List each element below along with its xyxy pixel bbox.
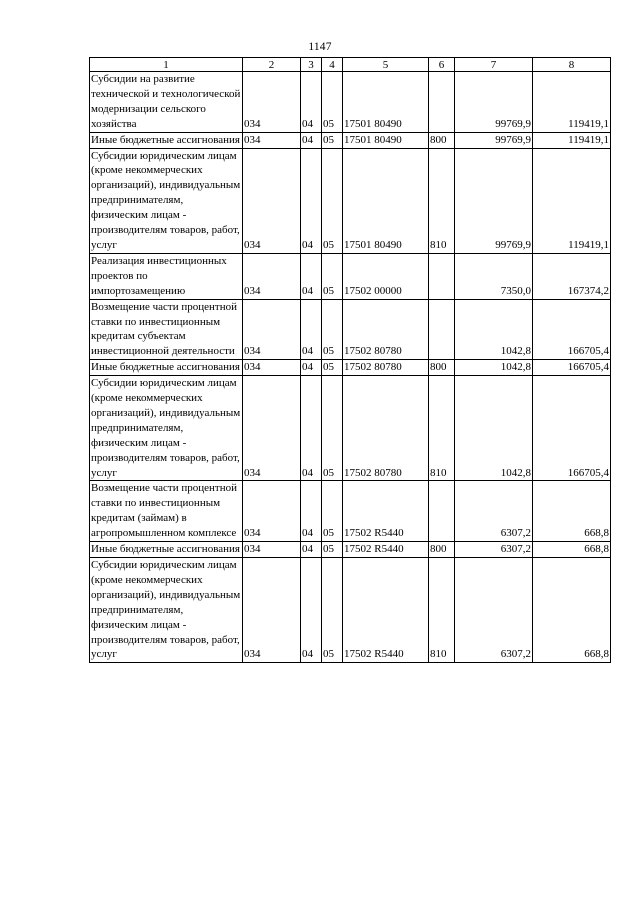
row-target-code: 17502 80780 xyxy=(343,360,429,376)
row-target-code: 17501 80490 xyxy=(343,132,429,148)
row-section-code: 04 xyxy=(301,376,322,481)
row-admin-code: 034 xyxy=(243,558,301,663)
row-amount-col7: 6307,2 xyxy=(455,481,533,542)
row-expense-type-code: 810 xyxy=(429,376,455,481)
row-admin-code: 034 xyxy=(243,360,301,376)
row-expense-type-code: 800 xyxy=(429,542,455,558)
header-col-5: 5 xyxy=(343,58,429,72)
row-name: Иные бюджетные ассигнования xyxy=(90,542,243,558)
row-name: Субсидии на развитие технической и технологической модернизации сельского хозяйства xyxy=(90,72,243,133)
table-row xyxy=(90,558,611,663)
row-amount-col7: 6307,2 xyxy=(455,558,533,663)
row-amount-col8: 166705,4 xyxy=(533,376,611,481)
row-subsection-code: 05 xyxy=(322,481,343,542)
table-row xyxy=(90,481,611,542)
table-row xyxy=(90,299,611,360)
row-subsection-code: 05 xyxy=(322,253,343,299)
row-amount-col8: 166705,4 xyxy=(533,360,611,376)
row-amount-col8: 119419,1 xyxy=(533,132,611,148)
row-amount-col7: 99769,9 xyxy=(455,132,533,148)
row-name: Субсидии юридическим лицам (кроме некоммерческих организаций), индивидуальным предпринимателям, физическим лицам - производителям товаров, работ, услуг xyxy=(90,558,243,663)
row-admin-code: 034 xyxy=(243,132,301,148)
row-target-code: 17502 R5440 xyxy=(343,542,429,558)
row-expense-type-code: 800 xyxy=(429,360,455,376)
row-target-code: 17502 R5440 xyxy=(343,558,429,663)
row-target-code: 17501 80490 xyxy=(343,72,429,133)
row-name: Реализация инвестиционных проектов по импортозамещению xyxy=(90,253,243,299)
row-admin-code: 034 xyxy=(243,299,301,360)
row-section-code: 04 xyxy=(301,481,322,542)
row-expense-type-code xyxy=(429,253,455,299)
row-expense-type-code xyxy=(429,72,455,133)
row-section-code: 04 xyxy=(301,558,322,663)
table-row xyxy=(90,360,611,376)
row-admin-code: 034 xyxy=(243,148,301,253)
row-amount-col7: 99769,9 xyxy=(455,72,533,133)
row-subsection-code: 05 xyxy=(322,148,343,253)
header-col-4: 4 xyxy=(322,58,343,72)
row-admin-code: 034 xyxy=(243,253,301,299)
row-expense-type-code: 800 xyxy=(429,132,455,148)
row-section-code: 04 xyxy=(301,132,322,148)
row-admin-code: 034 xyxy=(243,72,301,133)
row-name: Иные бюджетные ассигнования xyxy=(90,360,243,376)
row-subsection-code: 05 xyxy=(322,558,343,663)
row-subsection-code: 05 xyxy=(322,299,343,360)
table-row xyxy=(90,376,611,481)
row-subsection-code: 05 xyxy=(322,132,343,148)
header-col-2: 2 xyxy=(243,58,301,72)
row-target-code: 17502 80780 xyxy=(343,299,429,360)
row-name: Иные бюджетные ассигнования xyxy=(90,132,243,148)
header-col-1: 1 xyxy=(90,58,243,72)
row-amount-col8: 668,8 xyxy=(533,542,611,558)
row-subsection-code: 05 xyxy=(322,360,343,376)
row-expense-type-code: 810 xyxy=(429,558,455,663)
header-col-8: 8 xyxy=(533,58,611,72)
row-name: Возмещение части процентной ставки по инвестиционным кредитам (займам) в агропромышленном комплексе xyxy=(90,481,243,542)
row-subsection-code: 05 xyxy=(322,72,343,133)
row-amount-col7: 99769,9 xyxy=(455,148,533,253)
row-target-code: 17502 80780 xyxy=(343,376,429,481)
header-col-7: 7 xyxy=(455,58,533,72)
row-name: Субсидии юридическим лицам (кроме некоммерческих организаций), индивидуальным предпринимателям, физическим лицам - производителям товаров, работ, услуг xyxy=(90,148,243,253)
budget-table xyxy=(89,57,611,663)
row-amount-col7: 7350,0 xyxy=(455,253,533,299)
row-expense-type-code xyxy=(429,299,455,360)
row-section-code: 04 xyxy=(301,253,322,299)
row-amount-col8: 166705,4 xyxy=(533,299,611,360)
row-amount-col8: 119419,1 xyxy=(533,148,611,253)
row-amount-col7: 6307,2 xyxy=(455,542,533,558)
row-section-code: 04 xyxy=(301,299,322,360)
table-header-row xyxy=(90,58,611,72)
row-amount-col7: 1042,8 xyxy=(455,299,533,360)
row-section-code: 04 xyxy=(301,542,322,558)
row-admin-code: 034 xyxy=(243,376,301,481)
row-admin-code: 034 xyxy=(243,542,301,558)
row-name: Возмещение части процентной ставки по инвестиционным кредитам субъектам инвестиционной деятельности xyxy=(90,299,243,360)
row-target-code: 17502 00000 xyxy=(343,253,429,299)
table-row xyxy=(90,542,611,558)
row-subsection-code: 05 xyxy=(322,542,343,558)
row-subsection-code: 05 xyxy=(322,376,343,481)
row-name: Субсидии юридическим лицам (кроме некоммерческих организаций), индивидуальным предпринимателям, физическим лицам - производителям товаров, работ, услуг xyxy=(90,376,243,481)
row-amount-col8: 668,8 xyxy=(533,481,611,542)
row-amount-col8: 167374,2 xyxy=(533,253,611,299)
row-amount-col8: 668,8 xyxy=(533,558,611,663)
page-number: 1147 xyxy=(308,41,332,53)
row-target-code: 17501 80490 xyxy=(343,148,429,253)
row-expense-type-code xyxy=(429,481,455,542)
table-row xyxy=(90,72,611,133)
row-expense-type-code: 810 xyxy=(429,148,455,253)
row-amount-col7: 1042,8 xyxy=(455,360,533,376)
header-col-3: 3 xyxy=(301,58,322,72)
row-section-code: 04 xyxy=(301,72,322,133)
row-section-code: 04 xyxy=(301,148,322,253)
table-row xyxy=(90,253,611,299)
table-row xyxy=(90,132,611,148)
table-row xyxy=(90,148,611,253)
row-section-code: 04 xyxy=(301,360,322,376)
row-target-code: 17502 R5440 xyxy=(343,481,429,542)
row-admin-code: 034 xyxy=(243,481,301,542)
header-col-6: 6 xyxy=(429,58,455,72)
row-amount-col8: 119419,1 xyxy=(533,72,611,133)
row-amount-col7: 1042,8 xyxy=(455,376,533,481)
